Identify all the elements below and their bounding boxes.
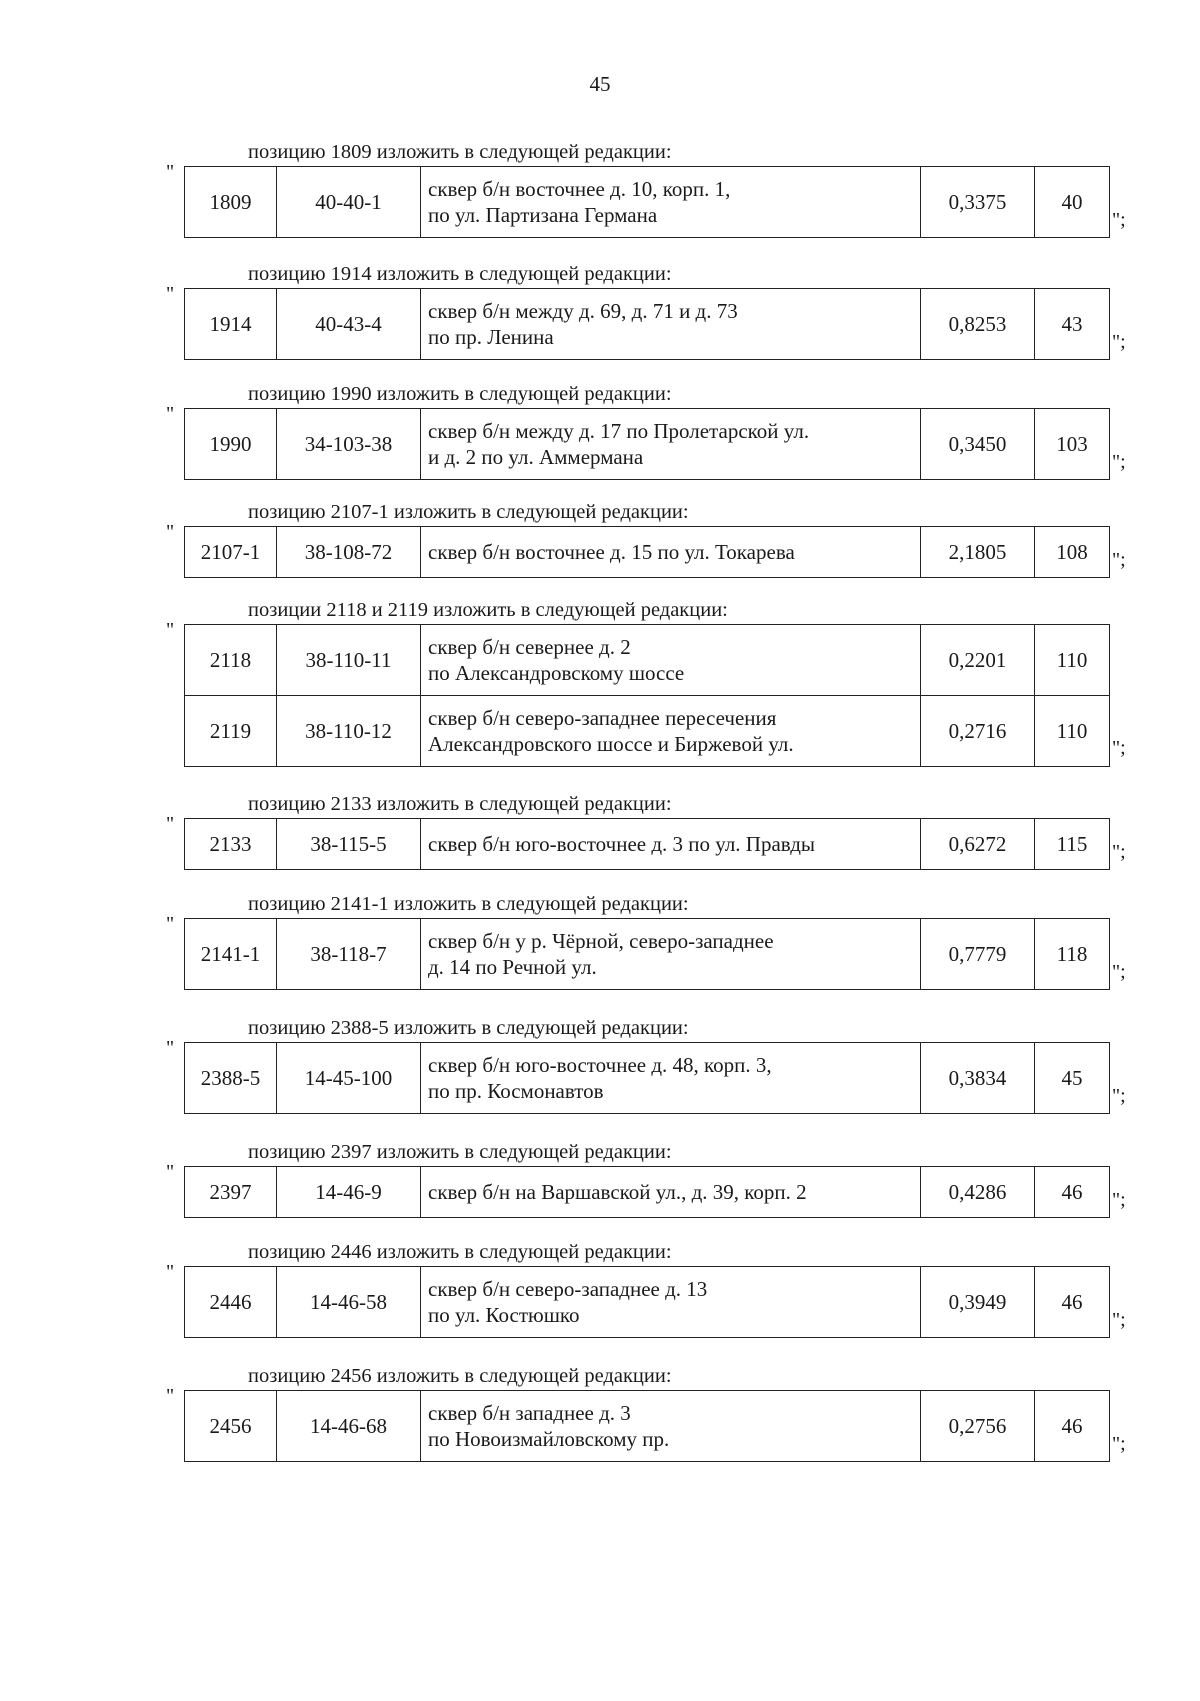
quarter-cell: 40 [1035, 167, 1110, 238]
area-cell: 0,2201 [921, 625, 1035, 696]
table-row [185, 289, 1110, 360]
opening-quote: " [166, 813, 175, 835]
position-number-cell: 2133 [185, 819, 277, 870]
area-cell: 0,4286 [921, 1167, 1035, 1218]
table-row [185, 409, 1110, 480]
cadastral-code-cell: 38-110-11 [277, 625, 421, 696]
table-row [185, 919, 1110, 990]
quarter-cell: 108 [1035, 527, 1110, 578]
description-cell [421, 1267, 921, 1338]
area-cell: 0,3375 [921, 167, 1035, 238]
description-line: по ул. Партизана Германа [428, 203, 658, 227]
cadastral-code-cell: 38-108-72 [277, 527, 421, 578]
description-cell [421, 696, 921, 767]
description-line: и д. 2 по ул. Аммермана [428, 445, 644, 469]
quarter-cell: 45 [1035, 1043, 1110, 1114]
position-number-cell: 2119 [185, 696, 277, 767]
quarter-cell: 118 [1035, 919, 1110, 990]
amendment-intro: позицию 2388-5 изложить в следующей редакции: [248, 1017, 689, 1039]
cadastral-code-cell: 14-46-9 [277, 1167, 421, 1218]
opening-quote: " [166, 1161, 175, 1183]
position-table [184, 166, 1110, 238]
description-cell [421, 625, 921, 696]
description-line: сквер б/н между д. 17 по Пролетарской ул. [428, 419, 810, 443]
cadastral-code-cell: 38-118-7 [277, 919, 421, 990]
description-cell [421, 289, 921, 360]
position-number-cell: 2388-5 [185, 1043, 277, 1114]
closing-quote: "; [1112, 841, 1126, 863]
table-row [185, 1043, 1110, 1114]
table-row [185, 527, 1110, 578]
position-table [184, 526, 1110, 578]
quarter-cell: 115 [1035, 819, 1110, 870]
position-table [184, 1266, 1110, 1338]
quarter-cell: 46 [1035, 1267, 1110, 1338]
description-line: сквер б/н на Варшавской ул., д. 39, корп. 2 [428, 1180, 807, 1204]
position-number-cell: 2397 [185, 1167, 277, 1218]
amendment-intro: позицию 1809 изложить в следующей редакции: [248, 141, 672, 163]
table-row [185, 819, 1110, 870]
description-cell [421, 819, 921, 870]
table-row [185, 167, 1110, 238]
quarter-cell: 46 [1035, 1167, 1110, 1218]
area-cell: 2,1805 [921, 527, 1035, 578]
closing-quote: "; [1112, 209, 1126, 231]
quarter-cell: 43 [1035, 289, 1110, 360]
opening-quote: " [166, 1385, 175, 1407]
description-cell [421, 1043, 921, 1114]
amendment-intro: позиции 2118 и 2119 изложить в следующей редакции: [248, 599, 728, 621]
description-line: сквер б/н юго-восточнее д. 48, корп. 3, [428, 1053, 772, 1077]
quarter-cell: 110 [1035, 696, 1110, 767]
area-cell: 0,2756 [921, 1391, 1035, 1462]
position-table [184, 1166, 1110, 1218]
quarter-cell: 103 [1035, 409, 1110, 480]
closing-quote: "; [1112, 961, 1126, 983]
amendment-intro: позицию 2446 изложить в следующей редакции: [248, 1241, 672, 1263]
description-line: сквер б/н западнее д. 3 [428, 1401, 631, 1425]
closing-quote: "; [1112, 451, 1126, 473]
description-line: по ул. Костюшко [428, 1303, 580, 1327]
position-number-cell: 1990 [185, 409, 277, 480]
opening-quote: " [166, 1037, 175, 1059]
description-line: по пр. Ленина [428, 325, 554, 349]
description-line: по Александровскому шоссе [428, 661, 685, 685]
amendment-intro: позицию 2141-1 изложить в следующей редакции: [248, 893, 689, 915]
opening-quote: " [166, 403, 175, 425]
opening-quote: " [166, 521, 175, 543]
position-table [184, 918, 1110, 990]
cadastral-code-cell: 38-115-5 [277, 819, 421, 870]
opening-quote: " [166, 913, 175, 935]
quarter-cell: 110 [1035, 625, 1110, 696]
table-row [185, 696, 1110, 767]
opening-quote: " [166, 283, 175, 305]
position-table [184, 1042, 1110, 1114]
description-cell [421, 167, 921, 238]
description-line: сквер б/н восточнее д. 15 по ул. Токарева [428, 540, 795, 564]
opening-quote: " [166, 161, 175, 183]
closing-quote: "; [1112, 1085, 1126, 1107]
closing-quote: "; [1112, 737, 1126, 759]
description-cell [421, 919, 921, 990]
closing-quote: "; [1112, 1309, 1126, 1331]
description-cell [421, 409, 921, 480]
description-line: по Новоизмайловскому пр. [428, 1427, 670, 1451]
amendment-intro: позицию 2133 изложить в следующей редакции: [248, 793, 672, 815]
amendment-intro: позицию 1914 изложить в следующей редакции: [248, 263, 672, 285]
page-number: 45 [589, 72, 611, 96]
opening-quote: " [166, 619, 175, 641]
description-line: сквер б/н у р. Чёрной, северо-западнее [428, 929, 774, 953]
table-row [185, 1267, 1110, 1338]
closing-quote: "; [1112, 549, 1126, 571]
cadastral-code-cell: 14-45-100 [277, 1043, 421, 1114]
area-cell: 0,3450 [921, 409, 1035, 480]
table-row [185, 625, 1110, 696]
position-table [184, 818, 1110, 870]
description-line: сквер б/н севернее д. 2 [428, 635, 631, 659]
description-line: сквер б/н между д. 69, д. 71 и д. 73 [428, 299, 738, 323]
position-number-cell: 1914 [185, 289, 277, 360]
position-table [184, 1390, 1110, 1462]
position-number-cell: 2446 [185, 1267, 277, 1338]
position-number-cell: 2456 [185, 1391, 277, 1462]
cadastral-code-cell: 14-46-58 [277, 1267, 421, 1338]
position-number-cell: 1809 [185, 167, 277, 238]
amendment-intro: позицию 2397 изложить в следующей редакции: [248, 1141, 672, 1163]
cadastral-code-cell: 40-40-1 [277, 167, 421, 238]
area-cell: 0,6272 [921, 819, 1035, 870]
position-number-cell: 2118 [185, 625, 277, 696]
description-line: сквер б/н восточнее д. 10, корп. 1, [428, 177, 731, 201]
closing-quote: "; [1112, 331, 1126, 353]
description-cell [421, 527, 921, 578]
description-line: сквер б/н юго-восточнее д. 3 по ул. Правды [428, 832, 815, 856]
opening-quote: " [166, 1261, 175, 1283]
position-number-cell: 2141-1 [185, 919, 277, 990]
area-cell: 0,3949 [921, 1267, 1035, 1338]
position-number-cell: 2107-1 [185, 527, 277, 578]
description-cell [421, 1391, 921, 1462]
amendment-intro: позицию 2456 изложить в следующей редакции: [248, 1365, 672, 1387]
area-cell: 0,8253 [921, 289, 1035, 360]
closing-quote: "; [1112, 1189, 1126, 1211]
description-line: Александровского шоссе и Биржевой ул. [428, 732, 794, 756]
description-line: по пр. Космонавтов [428, 1079, 604, 1103]
table-row [185, 1167, 1110, 1218]
amendment-intro: позицию 1990 изложить в следующей редакции: [248, 383, 672, 405]
cadastral-code-cell: 40-43-4 [277, 289, 421, 360]
cadastral-code-cell: 14-46-68 [277, 1391, 421, 1462]
position-table [184, 408, 1110, 480]
description-line: сквер б/н северо-западнее пересечения [428, 706, 777, 730]
table-row [185, 1391, 1110, 1462]
amendment-intro: позицию 2107-1 изложить в следующей редакции: [248, 501, 689, 523]
cadastral-code-cell: 38-110-12 [277, 696, 421, 767]
quarter-cell: 46 [1035, 1391, 1110, 1462]
closing-quote: "; [1112, 1433, 1126, 1455]
position-table [184, 288, 1110, 360]
description-cell [421, 1167, 921, 1218]
description-line: д. 14 по Речной ул. [428, 955, 597, 979]
position-table [184, 624, 1110, 767]
area-cell: 0,3834 [921, 1043, 1035, 1114]
cadastral-code-cell: 34-103-38 [277, 409, 421, 480]
area-cell: 0,7779 [921, 919, 1035, 990]
description-line: сквер б/н северо-западнее д. 13 [428, 1277, 708, 1301]
area-cell: 0,2716 [921, 696, 1035, 767]
